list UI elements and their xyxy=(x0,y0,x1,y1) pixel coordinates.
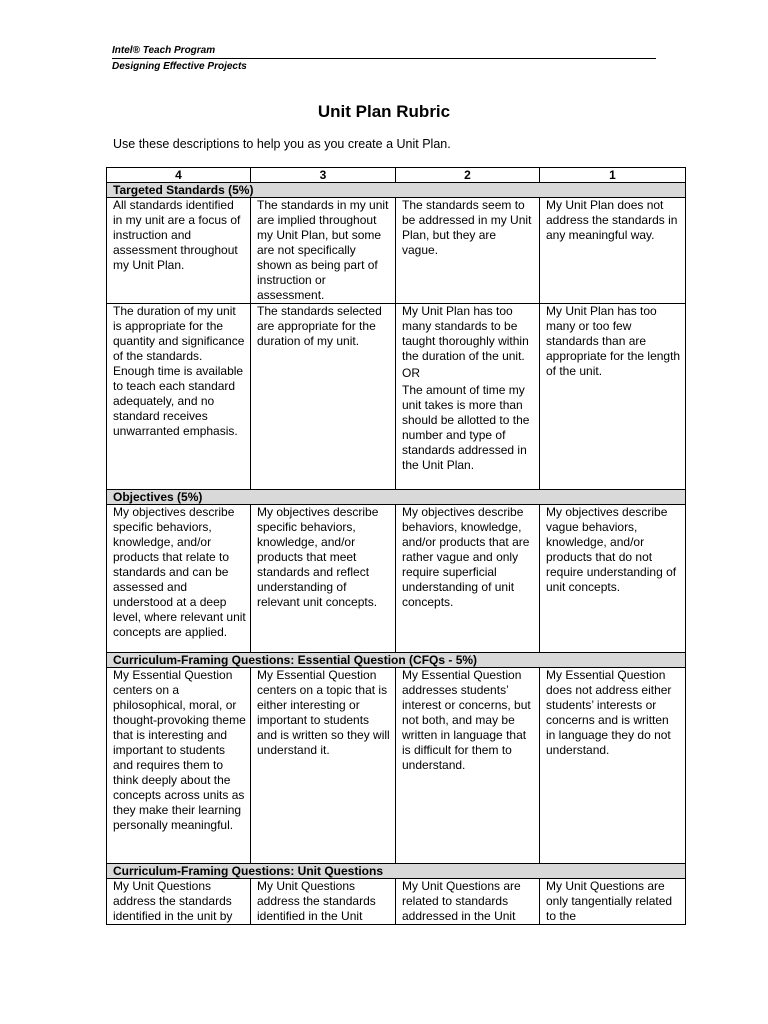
rubric-cell: My Unit Plan has too many or too few standards than are appropriate for the length of the unit. xyxy=(540,304,686,490)
section-heading-unit-questions: Curriculum-Framing Questions: Unit Questions xyxy=(107,864,686,879)
page-title: Unit Plan Rubric xyxy=(317,102,451,121)
rubric-table xyxy=(106,167,686,925)
rubric-cell: My objectives describe vague behaviors, knowledge, and/or products that do not require understanding of unit concepts. xyxy=(540,505,686,653)
section-row xyxy=(107,183,686,198)
table-row xyxy=(107,304,686,490)
section-row xyxy=(107,864,686,879)
table-row xyxy=(107,198,686,304)
document-header xyxy=(112,44,656,73)
rubric-cell: My Unit Plan does not address the standards in any meaningful way. xyxy=(540,198,686,304)
rubric-cell: My Essential Question does not address either students’ interests or concerns and is written in language they do not understand. xyxy=(540,668,686,864)
section-heading-essential-question: Curriculum-Framing Questions: Essential Question (CFQs - 5%) xyxy=(107,653,686,668)
section-row xyxy=(107,490,686,505)
header-rule xyxy=(112,58,656,59)
rubric-cell: My objectives describe behaviors, knowledge, and/or products that are rather vague and only require superficial understanding of unit concepts. xyxy=(396,505,540,653)
score-header-3: 3 xyxy=(251,168,396,183)
rubric-cell xyxy=(396,304,540,490)
score-header-4: 4 xyxy=(107,168,251,183)
rubric-cell: My Essential Question centers on a philosophical, moral, or thought-provoking theme that is interesting and important to students and requires them to think deeply about the concepts across units as they make their learning personally meaningful. xyxy=(107,668,251,864)
table-row xyxy=(107,668,686,864)
program-name: Intel® Teach Program xyxy=(112,45,216,56)
score-header-row xyxy=(107,168,686,183)
rubric-cell: My objectives describe specific behaviors, knowledge, and/or products that meet standards and reflect understanding of relevant unit concepts. xyxy=(251,505,396,653)
rubric-cell-part: My Unit Plan has too many standards to be taught thoroughly within the duration of the unit. xyxy=(402,304,529,363)
course-name: Designing Effective Projects xyxy=(112,61,247,72)
rubric-cell: My Essential Question centers on a topic that is either interesting or important to students and is written so they will understand it. xyxy=(251,668,396,864)
rubric-cell: My Essential Question addresses students’ interest or concerns, but not both, and may be written in language that is difficult for them to understand. xyxy=(396,668,540,864)
rubric-cell: The standards seem to be addressed in my Unit Plan, but they are vague. xyxy=(396,198,540,304)
rubric-cell: My Unit Questions address the standards identified in the Unit xyxy=(251,879,396,925)
section-heading-objectives: Objectives (5%) xyxy=(107,490,686,505)
table-row xyxy=(107,505,686,653)
rubric-cell: All standards identified in my unit are a focus of instruction and assessment throughout my Unit Plan. xyxy=(107,198,251,304)
rubric-cell: My Unit Questions are related to standards addressed in the Unit xyxy=(396,879,540,925)
score-header-2: 2 xyxy=(396,168,540,183)
rubric-cell: My Unit Questions address the standards identified in the unit by xyxy=(107,879,251,925)
section-row xyxy=(107,653,686,668)
rubric-cell: The standards in my unit are implied throughout my Unit Plan, but some are not specifically shown as being part of instruction or assessment. xyxy=(251,198,396,304)
section-heading-targeted-standards: Targeted Standards (5%) xyxy=(107,183,686,198)
table-row xyxy=(107,879,686,925)
rubric-cell: The duration of my unit is appropriate for the quantity and significance of the standards. Enough time is available to teach each standard adequately, and no standard receives unwarranted emphasis. xyxy=(107,304,251,490)
score-header-1: 1 xyxy=(540,168,686,183)
rubric-cell: The standards selected are appropriate for the duration of my unit. xyxy=(251,304,396,490)
rubric-cell: My objectives describe specific behaviors, knowledge, and/or products that relate to standards and can be assessed and understood at a deep level, where relevant unit concepts are applied. xyxy=(107,505,251,653)
rubric-cell-part: The amount of time my unit takes is more than should be allotted to the number and type of standards addressed in the Unit Plan. xyxy=(402,383,530,472)
intro-text: Use these descriptions to help you as you create a Unit Plan. xyxy=(113,137,451,151)
rubric-cell: My Unit Questions are only tangentially related to the xyxy=(540,879,686,925)
or-separator: OR xyxy=(402,366,420,380)
